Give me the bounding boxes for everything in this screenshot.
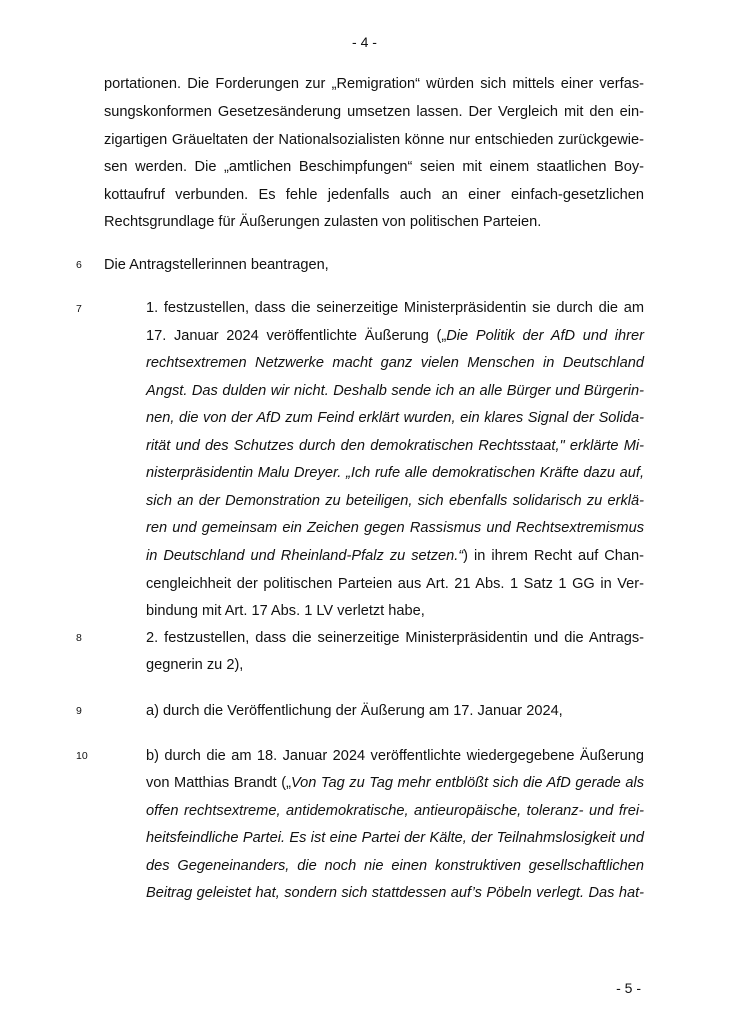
page-header-number: - 4 - [352, 34, 377, 50]
text-line: gegnerin zu 2), [146, 657, 244, 673]
text-line: Angst. Das dulden wir nicht. Deshalb sende ich an alle Bürger und Bürgerin- [146, 383, 644, 399]
text-line: b) durch die am 18. Januar 2024 veröffentlichte wiedergegebene Äußerung [146, 748, 644, 764]
text-line: kottaufruf verbunden. Es fehle jedenfalls auch an einer einfach-gesetzlichen [104, 187, 644, 203]
text-line: rität und des Schutzes durch den demokratischen Rechtsstaat," erklärte Mi- [146, 438, 644, 454]
margin-number: 9 [76, 705, 82, 717]
text-line: 2. festzustellen, dass die seinerzeitige Ministerpräsidentin und die Antrags- [146, 630, 644, 646]
text-line: 1. festzustellen, dass die seinerzeitige Ministerpräsidentin sie durch die am [146, 300, 644, 316]
text-line: offen rechtsextreme, antidemokratische, antieuropäische, toleranz- und frei- [146, 803, 644, 819]
text-line: Rechtsgrundlage für Äußerungen zulasten von politischen Parteien. [104, 214, 542, 230]
text-line: zigartigen Gräueltaten der Nationalsozialisten könne nur entschieden zurückgewie- [104, 132, 644, 148]
text-line: sungskonformen Gesetzesänderung umsetzen lassen. Der Vergleich mit den ein- [104, 104, 644, 120]
text-line: ren und gemeinsam ein Zeichen gegen Rassismus und Rechtsextremismus [146, 520, 644, 536]
text-line: in Deutschland und Rheinland-Pfalz zu setzen.“) in ihrem Recht auf Chan- [146, 548, 644, 564]
text-line: des Gegeneinanders, die noch nie einen konstruktiven gesellschaftlichen [146, 858, 644, 874]
text-line: nisterpräsidentin Malu Dreyer. „Ich rufe alle demokratischen Kräfte dazu auf, [146, 465, 644, 481]
text-line: nen, die von der AfD zum Feind erklärt wurden, ein klares Signal der Solida- [146, 410, 644, 426]
text-line: rechtsextremen Netzwerke macht ganz vielen Menschen in Deutschland [146, 355, 644, 371]
text-line: von Matthias Brandt („Von Tag zu Tag mehr entblößt sich die AfD gerade als [146, 775, 644, 791]
margin-number: 7 [76, 303, 82, 315]
margin-number: 6 [76, 259, 82, 271]
text-line: Beitrag geleistet hat, sondern sich stattdessen auf’s Pöbeln verlegt. Das hat- [146, 885, 644, 901]
page-footer-number: - 5 - [616, 980, 641, 996]
text-line: sen werden. Die „amtlichen Beschimpfungen“ seien mit einem staatlichen Boy- [104, 159, 644, 175]
paragraph-9-text: a) durch die Veröffentlichung der Äußerung am 17. Januar 2024, [146, 703, 563, 719]
text-line: bindung mit Art. 17 Abs. 1 LV verletzt habe, [146, 603, 425, 619]
margin-number: 8 [76, 632, 82, 644]
text-line: 17. Januar 2024 veröffentlichte Äußerung („Die Politik der AfD und ihrer [146, 328, 644, 344]
paragraph-6-text: Die Antragstellerinnen beantragen, [104, 257, 329, 273]
text-line: heitsfeindliche Partei. Es ist eine Partei der Kälte, der Teilnahmslosigkeit und [146, 830, 644, 846]
text-line: portationen. Die Forderungen zur „Remigration“ würden sich mittels einer verfas- [104, 76, 644, 92]
margin-number: 10 [76, 750, 88, 762]
text-line: cengleichheit der politischen Parteien aus Art. 21 Abs. 1 Satz 1 GG in Ver- [146, 576, 644, 592]
text-line: sich an der Demonstration zu beteiligen, sich ebenfalls solidarisch zu erklä- [146, 493, 644, 509]
